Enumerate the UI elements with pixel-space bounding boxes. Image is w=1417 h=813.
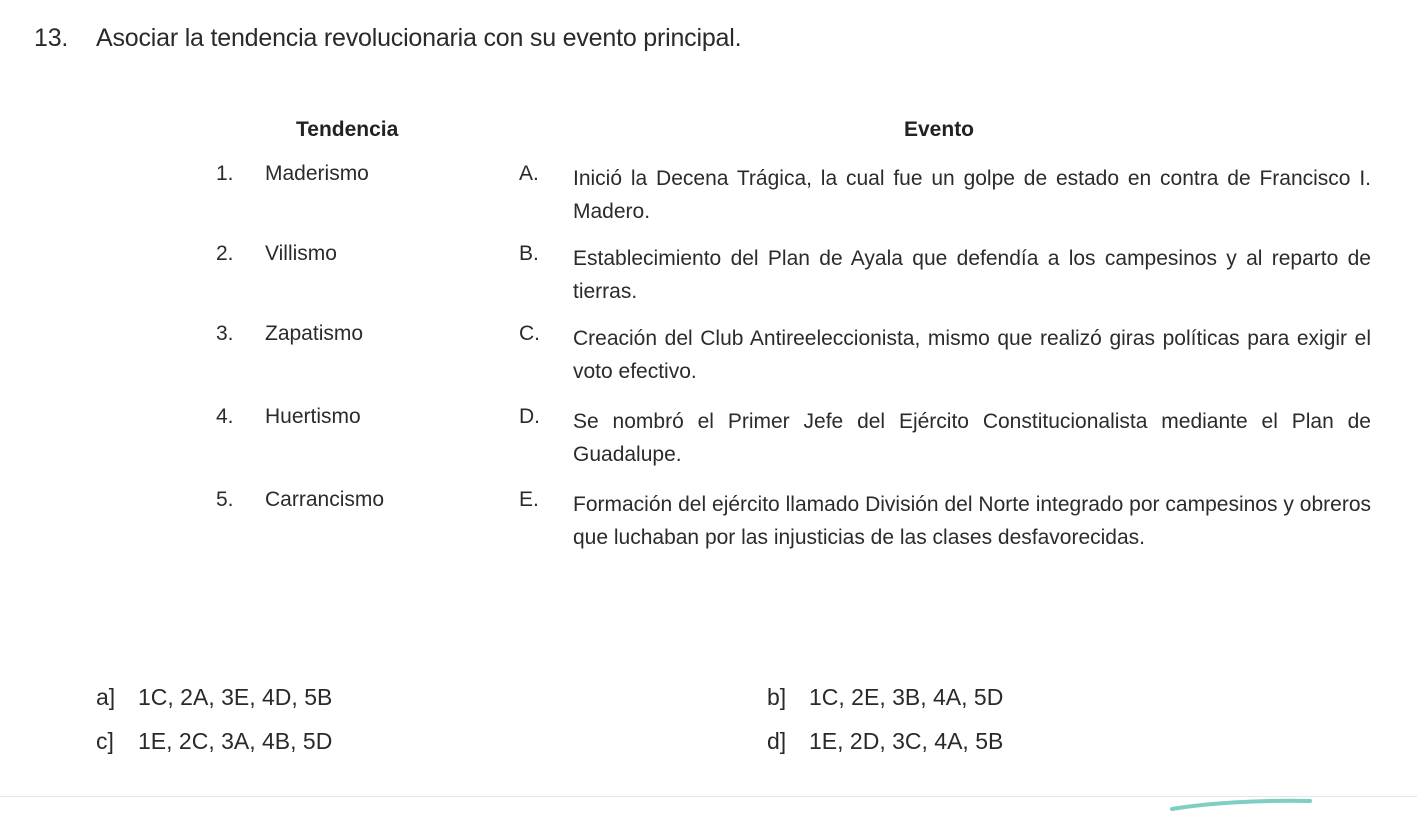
evento-letter: B. — [519, 242, 539, 265]
question-text: Asociar la tendencia revolucionaria con su evento principal. — [96, 24, 742, 52]
evento-text: Establecimiento del Plan de Ayala que defendía a los campesinos y al reparto de tierras. — [573, 247, 1371, 303]
question-number: 13. — [34, 24, 69, 52]
tendencia-label: Maderismo — [265, 162, 369, 185]
evento-letter: E. — [519, 488, 539, 511]
option-text: 1E, 2C, 3A, 4B, 5D — [138, 728, 333, 754]
tendencia-number: 4. — [216, 405, 234, 428]
evento-text: Se nombró el Primer Jefe del Ejército Constitucionalista mediante el Plan de Guadalupe. — [573, 410, 1371, 466]
header-evento: Evento — [904, 118, 975, 141]
tendencia-number: 2. — [216, 242, 234, 265]
option-key: b] — [767, 684, 787, 710]
tendencia-label: Huertismo — [265, 405, 361, 428]
evento-text: Inició la Decena Trágica, la cual fue un golpe de estado en contra de Francisco I. Madero. — [573, 167, 1371, 223]
header-tendencia: Tendencia — [296, 118, 399, 141]
option-text: 1E, 2D, 3C, 4A, 5B — [809, 728, 1004, 754]
option-d[interactable] — [767, 728, 1003, 755]
option-key: c] — [96, 728, 114, 754]
tendencia-label: Villismo — [265, 242, 337, 265]
option-text: 1C, 2A, 3E, 4D, 5B — [138, 684, 333, 710]
option-key: a] — [96, 684, 116, 710]
tendencia-label: Zapatismo — [265, 322, 364, 345]
option-c[interactable] — [96, 728, 332, 755]
option-b[interactable] — [767, 684, 1003, 711]
evento-letter: C. — [519, 322, 540, 345]
evento-text: Formación del ejército llamado División del Norte integrado por campesinos y obreros que luchaban por las injusticias de las clases desfavorecidas. — [573, 493, 1371, 549]
option-text: 1C, 2E, 3B, 4A, 5D — [809, 684, 1004, 710]
question-heading — [34, 24, 741, 53]
evento-text: Creación del Club Antireeleccionista, mismo que realizó giras políticas para exigir el voto efectivo. — [573, 327, 1371, 383]
tendencia-label: Carrancismo — [265, 488, 385, 511]
tendencia-number: 3. — [216, 322, 234, 345]
tendencia-number: 5. — [216, 488, 234, 511]
option-key: d] — [767, 728, 787, 754]
evento-letter: D. — [519, 405, 540, 428]
decorative-swoosh — [1168, 797, 1314, 811]
option-a[interactable] — [96, 684, 332, 711]
evento-letter: A. — [519, 162, 539, 185]
tendencia-number: 1. — [216, 162, 234, 185]
